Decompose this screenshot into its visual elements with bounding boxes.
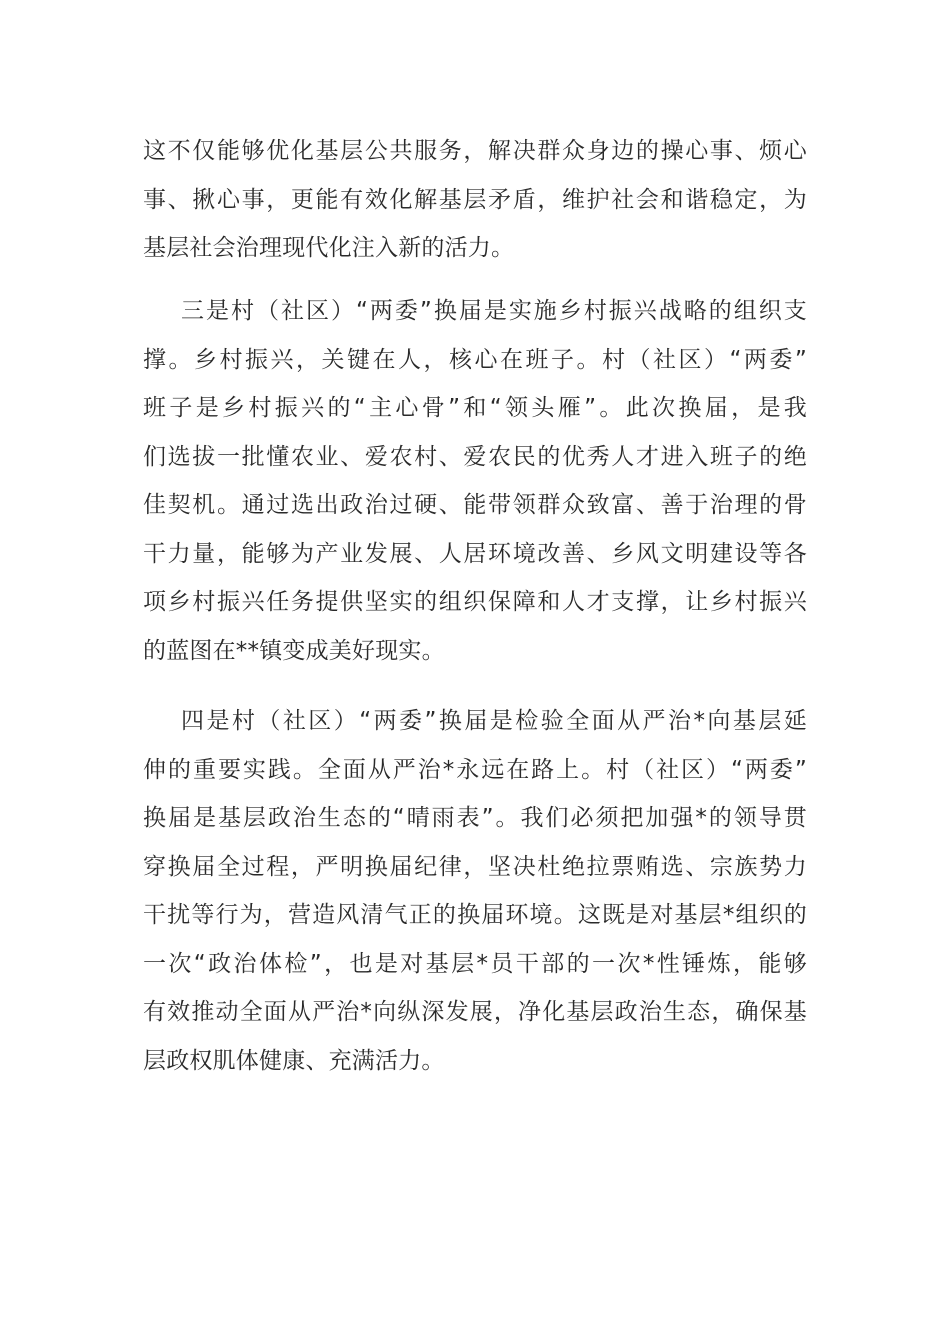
text-line: 这不仅能够优化基层公共服务，解决群众身边的操心事、烦心 — [143, 138, 807, 164]
text-line: 班子是乡村振兴的“主心骨”和“领头雁”。此次换届，是我 — [143, 395, 807, 421]
text-line: 伸的重要实践。全面从严治*永远在路上。村（社区）“两委” — [143, 756, 807, 783]
text-line: 事、揪心事，更能有效化解基层矛盾，维护社会和谐稳定，为 — [143, 186, 807, 213]
paragraph-point-four — [143, 697, 807, 1085]
text-line: 穿换届全过程，严明换届纪律，坚决杜绝拉票贿选、宗族势力 — [143, 853, 807, 880]
text-line: 基层社会治理现代化注入新的活力。 — [143, 235, 515, 261]
paragraph-continuation — [143, 127, 807, 273]
text-line: 干扰等行为，营造风清气正的换届环境。这既是对基层*组织的 — [143, 902, 807, 928]
text-line: 层政权肌体健康、充满活力。 — [143, 1047, 445, 1074]
text-line: 干力量，能够为产业发展、人居环境改善、乡风文明建设等各 — [143, 540, 807, 567]
text-line: 项乡村振兴任务提供坚实的组织保障和人才支撑，让乡村振兴 — [143, 589, 807, 615]
text-line: 三是村（社区）“两委”换届是实施乡村振兴战略的组织支 — [181, 298, 807, 324]
text-line: 四是村（社区）“两委”换届是检验全面从严治*向基层延 — [181, 708, 807, 734]
text-line: 们选拔一批懂农业、爱农村、爱农民的优秀人才进入班子的绝 — [143, 443, 807, 470]
text-line: 一次“政治体检”，也是对基层*员干部的一次*性锤炼，能够 — [143, 950, 807, 977]
text-line: 佳契机。通过选出政治过硬、能带领群众致富、善于治理的骨 — [143, 492, 807, 518]
text-line: 有效推动全面从严治*向纵深发展，净化基层政治生态，确保基 — [143, 999, 807, 1025]
text-line: 撑。乡村振兴，关键在人，核心在班子。村（社区）“两委” — [143, 346, 807, 373]
text-line: 的蓝图在**镇变成美好现实。 — [143, 637, 445, 664]
text-line: 换届是基层政治生态的“晴雨表”。我们必须把加强*的领导贯 — [143, 805, 807, 831]
paragraph-point-three — [143, 287, 807, 675]
